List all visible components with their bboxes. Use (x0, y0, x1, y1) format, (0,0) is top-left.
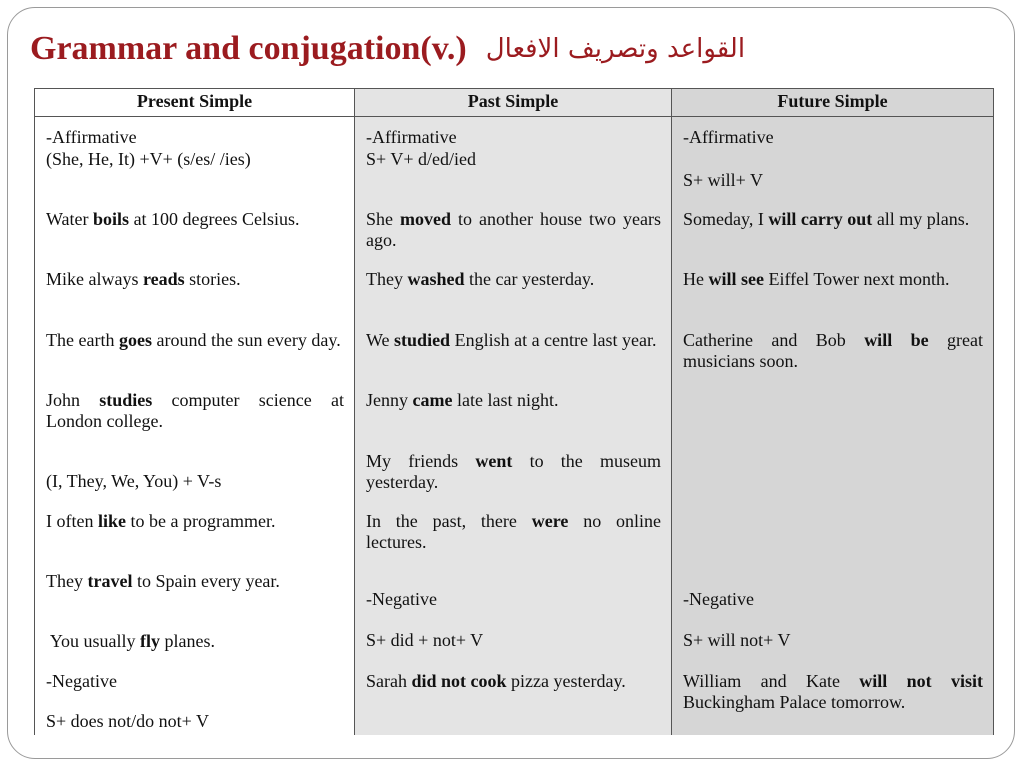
past-simple-header: Past Simple (355, 89, 671, 117)
present-example-7: You usually fly planes. (46, 631, 216, 651)
present-rule-third-person: (She, He, It) +V+ (s/es/ /ies) (46, 149, 251, 169)
present-negative-label: -Negative (46, 671, 117, 691)
present-example-1: Water boils at 100 degrees Celsius. (46, 209, 300, 229)
past-negative-rule: S+ did + not+ V (366, 630, 484, 650)
past-example-3: We studied English at a centre last year. (366, 330, 657, 350)
past-example-5: My friends went to the museum yesterday. (366, 451, 661, 492)
future-simple-header: Future Simple (672, 89, 993, 117)
present-simple-column (35, 89, 355, 735)
slide-title (30, 30, 870, 76)
present-rule-plural: (I, They, We, You) + V-s (46, 471, 222, 491)
title-english: Grammar and conjugation(v.) (30, 30, 467, 67)
future-negative-label: -Negative (683, 589, 754, 609)
past-negative-label: -Negative (366, 589, 437, 609)
title-arabic: القواعد وتصريف الافعال (485, 34, 746, 64)
past-affirmative-label: -Affirmative (366, 127, 457, 147)
future-negative-example: William and Kate will not visit Buckingham Palace tomorrow. (683, 671, 983, 712)
past-negative-example: Sarah did not cook pizza yesterday. (366, 671, 626, 691)
present-example-4: John studies computer science at London college. (46, 390, 344, 431)
present-example-5: I often like to be a programmer. (46, 511, 276, 531)
future-negative-rule: S+ will not+ V (683, 630, 791, 650)
grammar-table (34, 88, 994, 735)
future-affirmative-label: -Affirmative (683, 127, 774, 147)
present-example-3: The earth goes around the sun every day. (46, 330, 341, 350)
past-example-1: She moved to another house two years ago. (366, 209, 662, 250)
future-example-1: Someday, I will carry out all my plans. (683, 209, 970, 229)
past-example-4: Jenny came late last night. (366, 390, 559, 410)
future-simple-column (672, 89, 993, 735)
past-example-6: In the past, there were no online lectures. (366, 511, 661, 552)
present-affirmative-label: -Affirmative (46, 127, 137, 147)
past-example-2: They washed the car yesterday. (366, 269, 595, 289)
past-simple-column (355, 89, 672, 735)
future-example-2: He will see Eiffel Tower next month. (683, 269, 950, 289)
past-rule: S+ V+ d/ed/ied (366, 149, 476, 169)
future-rule: S+ will+ V (683, 170, 763, 190)
present-example-6: They travel to Spain every year. (46, 571, 280, 591)
future-example-3: Catherine and Bob will be great musicians soon. (683, 330, 983, 371)
present-example-2: Mike always reads stories. (46, 269, 241, 289)
present-simple-header: Present Simple (35, 89, 354, 117)
present-negative-rule: S+ does not/do not+ V (46, 711, 209, 731)
